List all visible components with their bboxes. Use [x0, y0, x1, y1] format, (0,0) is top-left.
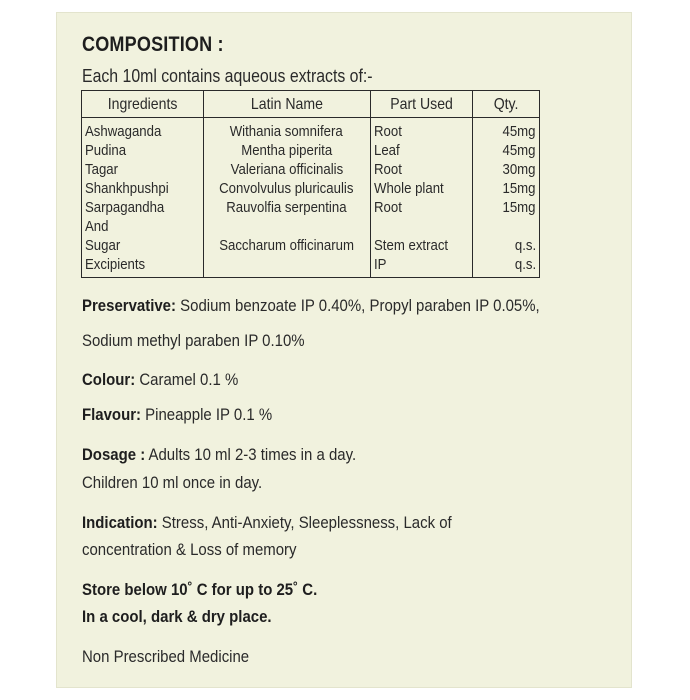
latin-name-cell: Rauvolfia serpentina	[203, 198, 370, 217]
indication-label: Indication:	[82, 513, 158, 532]
table-header-row	[82, 91, 540, 118]
table-row	[82, 255, 540, 278]
table-row	[82, 217, 540, 236]
ingredient-cell: And	[82, 217, 204, 236]
flavour-label: Flavour:	[82, 405, 142, 424]
composition-intro: Each 10ml contains aqueous extracts of:-	[82, 66, 373, 86]
qty-cell: q.s.	[473, 255, 540, 278]
part-used-cell: Root	[370, 118, 473, 142]
dosage-line-2: Children 10 ml once in day.	[82, 473, 263, 492]
latin-name-cell: Valeriana officinalis	[203, 160, 370, 179]
composition-table	[81, 90, 540, 278]
header-latin-name: Latin Name	[203, 91, 370, 118]
table-row	[82, 236, 540, 255]
latin-name-cell: Saccharum officinarum	[203, 236, 370, 255]
ingredient-cell: Sarpagandha	[82, 198, 204, 217]
dosage-text: Adults 10 ml 2-3 times in a day.	[145, 445, 357, 464]
colour-label: Colour:	[82, 370, 136, 389]
preservative-line-1	[82, 296, 540, 316]
storage-line-2: In a cool, dark & dry place.	[82, 607, 272, 626]
ingredient-cell: Excipients	[82, 255, 204, 278]
indication-line-2: concentration & Loss of memory	[82, 540, 297, 559]
part-used-cell: Leaf	[370, 141, 473, 160]
table-row	[82, 118, 540, 142]
qty-cell: 15mg	[473, 179, 540, 198]
header-ingredients: Ingredients	[82, 91, 204, 118]
table-row	[82, 198, 540, 217]
qty-cell	[473, 217, 540, 236]
indication-line-1	[82, 513, 452, 533]
ingredient-cell: Tagar	[82, 160, 204, 179]
composition-heading: COMPOSITION :	[82, 33, 224, 56]
qty-cell: q.s.	[473, 236, 540, 255]
colour-text: Caramel 0.1 %	[135, 370, 239, 389]
part-used-cell: IP	[370, 255, 473, 278]
part-used-cell: Stem extract	[370, 236, 473, 255]
dosage-label: Dosage :	[82, 445, 146, 464]
flavour-line	[82, 405, 272, 425]
footer-note: Non Prescribed Medicine	[82, 647, 250, 666]
header-part-used: Part Used	[370, 91, 473, 118]
part-used-cell	[370, 217, 473, 236]
table-row	[82, 179, 540, 198]
ingredient-cell: Shankhpushpi	[82, 179, 204, 198]
part-used-cell: Whole plant	[370, 179, 473, 198]
table-row	[82, 141, 540, 160]
qty-cell: 30mg	[473, 160, 540, 179]
qty-cell: 15mg	[473, 198, 540, 217]
part-used-cell: Root	[370, 160, 473, 179]
qty-cell: 45mg	[473, 141, 540, 160]
table-row	[82, 160, 540, 179]
colour-line	[82, 370, 238, 390]
preservative-text: Sodium benzoate IP 0.40%, Propyl paraben IP 0.05%,	[175, 296, 540, 315]
part-used-cell: Root	[370, 198, 473, 217]
indication-text: Stress, Anti-Anxiety, Sleeplessness, Lack of	[157, 513, 452, 532]
latin-name-cell	[203, 255, 370, 278]
storage-line-1: Store below 10˚ C for up to 25˚ C.	[82, 580, 318, 599]
ingredient-cell: Pudina	[82, 141, 204, 160]
latin-name-cell: Convolvulus pluricaulis	[203, 179, 370, 198]
qty-cell: 45mg	[473, 118, 540, 142]
latin-name-cell: Mentha piperita	[203, 141, 370, 160]
latin-name-cell: Withania somnifera	[203, 118, 370, 142]
header-qty: Qty.	[473, 91, 540, 118]
preservative-label: Preservative:	[82, 296, 176, 315]
ingredient-cell: Ashwaganda	[82, 118, 204, 142]
label-panel	[56, 12, 632, 688]
latin-name-cell	[203, 217, 370, 236]
flavour-text: Pineapple IP 0.1 %	[141, 405, 273, 424]
dosage-line-1	[82, 445, 356, 465]
preservative-line-2: Sodium methyl paraben IP 0.10%	[82, 331, 305, 350]
ingredient-cell: Sugar	[82, 236, 204, 255]
